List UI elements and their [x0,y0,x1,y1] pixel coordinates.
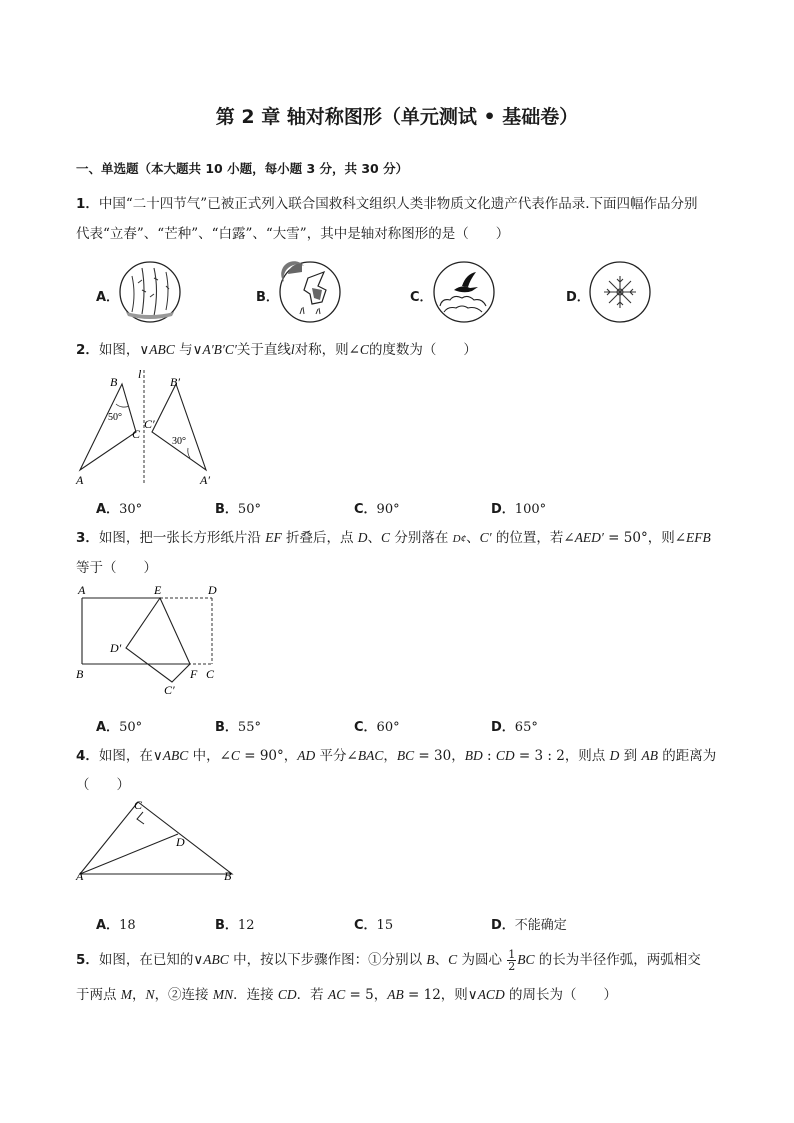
q4-label-b: B [224,869,232,880]
q1-option-a[interactable]: A． [96,290,120,305]
question-2-line-1: 2．如图，∨ABC 与∨A′B′C′关于直线l对称，则∠C的度数为（ ） [76,342,477,358]
q3-label-a: A [78,584,86,597]
page-title: 第 2 章 轴对称图形（单元测试 • 基础卷） [215,106,579,128]
q3-label-d: D [208,584,217,597]
question-1-line-1: 1．中国“二十四节气”已被正式列入联合国救科文组织人类非物质文化遗产代表作品录.下面四幅作品分别 [76,196,698,212]
q3-label-e: E [154,584,162,597]
q4-option-c[interactable]: C．15 [354,918,394,933]
grain-field-icon [278,260,342,324]
q3-figure [72,584,228,706]
q3-label-c-prime: C′ [164,683,175,697]
q3-option-a[interactable]: A．50° [96,720,143,735]
question-4-line-1: 4．如图，在∨ABC 中，∠C = 90°，AD 平分∠BAC，BC = 30，BD : CD = 3 : 2，则点 D 到 AB 的距离为 [76,748,717,764]
question-3-line-1: 3．如图，把一张长方形纸片沿 EF 折叠后，点 D、C 分别落在 D¢、C′ 的位置，若∠AED′ = 50°，则∠EFB [76,530,711,546]
q4-option-d[interactable]: D．不能确定 [491,918,567,933]
q2-label-b: B [110,375,118,389]
q3-option-c[interactable]: C．60° [354,720,400,735]
q2-label-a: A [76,473,84,487]
q4-option-a[interactable]: A．18 [96,918,136,933]
q2-option-d[interactable]: D．100° [491,502,547,517]
q2-angle-50: 50° [108,412,122,423]
q1-option-c[interactable]: C． [410,290,433,305]
snowflake-icon [588,260,652,324]
q1-option-d[interactable]: D． [566,290,590,305]
q2-option-c[interactable]: C．90° [354,502,400,517]
question-4-line-2: （ ） [76,777,130,793]
q2-label-c-prime: C′ [144,417,155,431]
question-5-line-1: 5．如图，在已知的∨ABC 中，按以下步骤作图：①分别以 B、C 为圆心 $\frac{1}{2}$ BC 的长为半径作弧，两弧相交 [76,948,701,973]
q2-option-a[interactable]: A．30° [96,502,143,517]
section-heading: 一、单选题（本大题共 10 小题，每小题 3 分，共 30 分） [76,161,409,176]
question-3-line-2: 等于（ ） [76,560,157,576]
q1-option-b[interactable]: B． [256,290,279,305]
q2-label-l: l [138,367,142,381]
question-1-line-2: 代表“立春”、“芒种”、“白露”、“大雪”，其中是轴对称图形的是（ ） [76,226,510,242]
q3-option-d[interactable]: D．65° [491,720,538,735]
q4-label-d: D [176,835,185,849]
q4-label-c: C [134,800,143,812]
q2-angle-30: 30° [172,436,186,447]
q2-figure [70,366,230,488]
q4-label-a: A [76,869,84,880]
q2-label-b-prime: B′ [170,375,180,389]
q3-label-c: C [206,667,215,681]
q3-label-b: B [76,667,84,681]
q2-label-c: C [132,427,141,441]
q3-option-b[interactable]: B．55° [215,720,261,735]
q2-option-b[interactable]: B．50° [215,502,261,517]
q2-label-a-prime: A′ [200,473,210,487]
q4-figure [72,800,242,880]
q3-label-f: F [190,667,198,681]
bird-over-clouds-icon [432,260,496,324]
q4-option-b[interactable]: B．12 [215,918,255,933]
willow-icon [118,260,182,324]
one-half-fraction: $\frac{1}{2}$ [508,948,516,973]
q3-label-d-prime: D′ [110,641,122,655]
question-5-line-2: 于两点 M，N，②连接 MN．连接 CD．若 AC = 5，AB = 12，则∨ACD 的周长为（ ） [76,987,617,1003]
